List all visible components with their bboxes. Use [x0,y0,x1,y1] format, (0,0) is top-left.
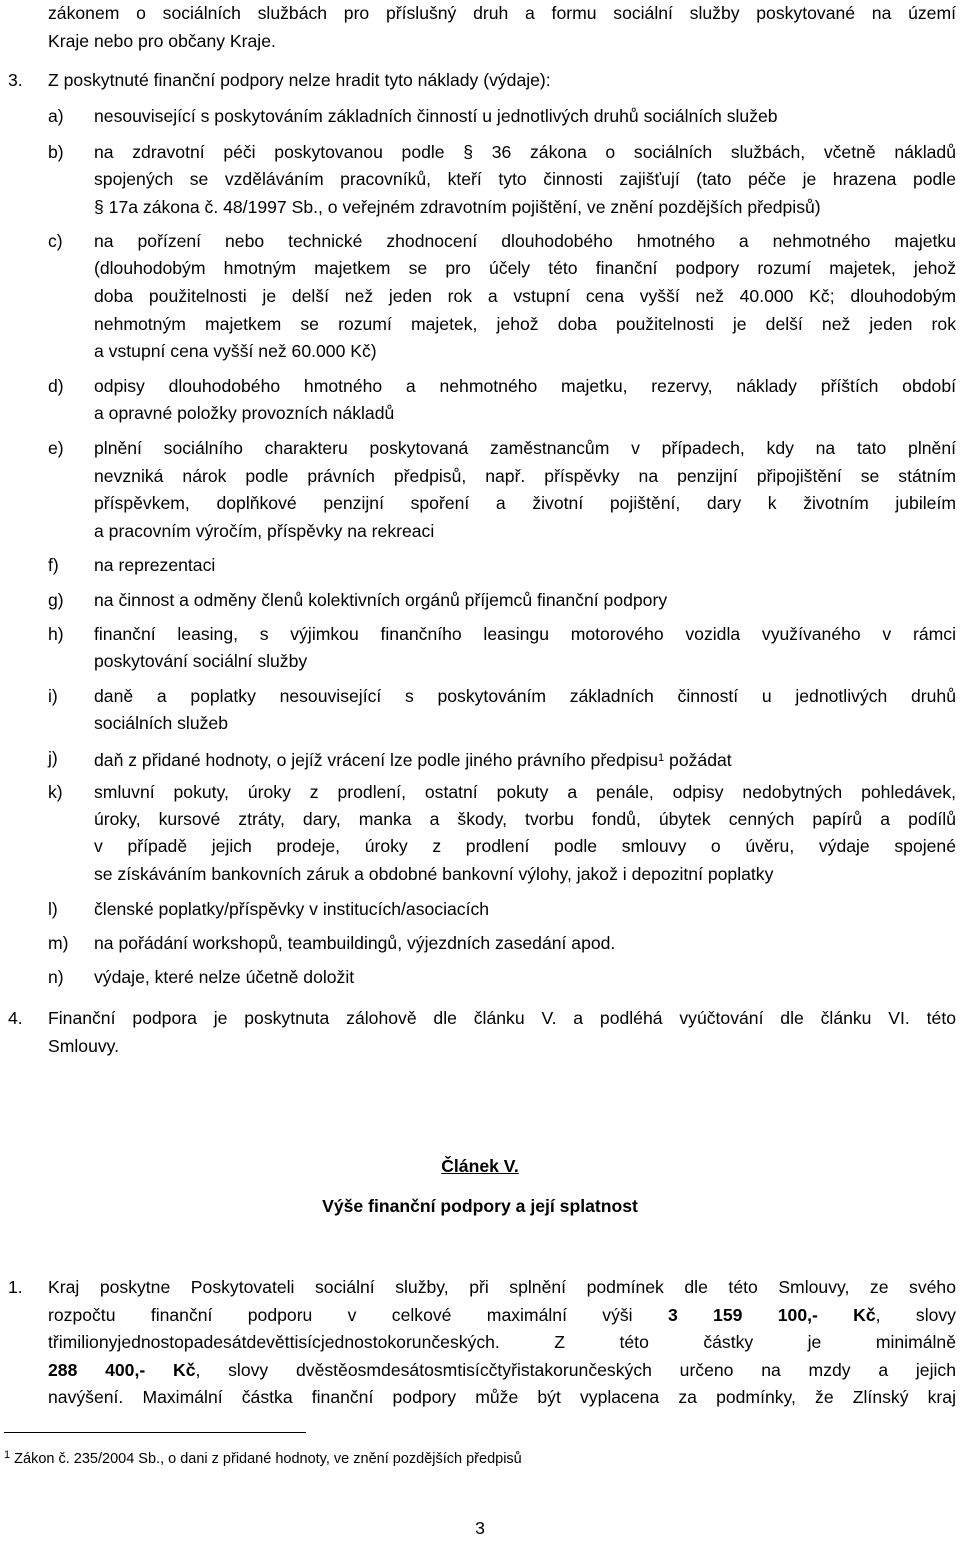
paragraph-line: navýšení. Maximální částka finanční podpory může být vyplacena za podmínky, že Zlínský kraj [48,1387,956,1407]
subitem-line: a opravné položky provozních nákladů [94,403,395,423]
subitem-label: j) [48,748,58,768]
article-title: Výše finanční podpory a její splatnost [322,1196,638,1216]
footnote [4,1441,704,1469]
subitem-line: a pracovním výročím, příspěvky na rekreaci [94,521,435,541]
footnote-separator [4,1432,306,1433]
item-number: 3. [8,70,23,90]
subitem-label: n) [48,967,64,987]
subitem-line: finanční leasing, s výjimkou finančního leasingu motorového vozidla využívaného v rámci [94,624,956,644]
subitem-line [94,744,956,772]
subitem-line: sociálních služeb [94,713,228,733]
subitem-line: členské poplatky/příspěvky v institucích/asociacích [94,899,490,919]
subitem-line: daně a poplatky nesouvisející s poskytováním základních činností u jednotlivých druhů [94,686,956,706]
subitem-line: nehmotným majetkem se rozumí majetek, jehož doba použitelnosti je delší než jeden rok [94,314,956,334]
subitem-line: výdaje, které nelze účetně doložit [94,967,355,987]
subitem-line: na činnost a odměny členů kolektivních orgánů příjemců finanční podpory [94,590,668,610]
intro-line: zákonem o sociálních službách pro příslušný druh a formu sociální služby poskytované na území [48,3,956,23]
subitem-line: plnění sociálního charakteru poskytovaná zaměstnancům v případech, kdy na tato plnění [94,438,956,458]
page-number: 3 [475,1518,485,1538]
subitem-line: (dlouhodobým hmotným majetkem se pro účely této finanční podpory rozumí majetek, jehož [94,258,956,278]
subitem-label: i) [48,686,58,706]
subitem-line: smluvní pokuty, úroky z prodlení, ostatní pokuty a penále, odpisy nedobytných pohledávek, [94,782,956,802]
paragraph-line: třimilionyjednostopadesátdevěttisícjednostokorunčeských. Z této částky je minimálně [48,1332,956,1352]
subitem-label: m) [48,933,69,953]
paragraph-number: 1. [8,1277,23,1297]
item-number: 4. [8,1008,23,1028]
item-text: Z poskytnuté finanční podpory nelze hradit tyto náklady (výdaje): [48,70,551,90]
subitem-line: odpisy dlouhodobého hmotného a nehmotného majetku, rezervy, náklady příštích období [94,376,956,396]
subitem-label: c) [48,231,63,251]
footnote-text: Zákon č. 235/2004 Sb., o dani z přidané hodnoty, ve znění pozdějších předpisů [14,1451,522,1467]
subitem-line: spojených se vzděláváním pracovníků, kteří tyto činnosti zajišťují (tato péče je hrazena podle [94,169,956,189]
item-text: Smlouvy. [48,1036,120,1056]
subitem-line: úroky, kursové ztráty, dary, manka a škody, tvorbu fondů, úbytek cenných papírů a podílů [94,809,956,829]
amount-total: 3 159 100,- Kč [667,1305,876,1325]
subitem-line: na pořízení nebo technické zhodnocení dlouhodobého hmotného a nehmotného majetku [94,231,956,251]
subitem-line: se získáváním bankovních záruk a obdobné bankovní výlohy, jakož i depozitní poplatky [94,864,774,884]
subitem-line: poskytování sociální služby [94,651,308,671]
subitem-line: nevzniká nárok podle právních předpisů, např. příspěvky na penzijní připojištění se státním [94,466,956,486]
paragraph-line: Kraj poskytne Poskytovateli sociální služby, při splnění podmínek dle této Smlouvy, ze svého [48,1277,956,1297]
subitem-label: k) [48,782,63,802]
subitem-label: h) [48,624,64,644]
paragraph-text: rozpočtu finanční podporu v celkové maximální výši [48,1305,668,1325]
item-text: Finanční podpora je poskytnuta zálohově dle článku V. a podléhá vyúčtování dle článku VI. této [48,1008,956,1028]
intro-line: Kraje nebo pro občany Kraje. [48,31,276,51]
subitem-label: a) [48,106,64,126]
subitem-label: g) [48,590,64,610]
subitem-line: nesouvisející s poskytováním základních činností u jednotlivých druhů sociálních služeb [94,106,778,126]
subitem-text: požádat [664,750,732,770]
subitem-label: e) [48,438,64,458]
subitem-line: příspěvkem, doplňkové penzijní spoření a životní pojištění, dary k životním jubileím [94,493,956,513]
subitem-text: daň z přidané hodnoty, o jejíž vrácení lze podle jiného právního předpisu [94,750,659,770]
paragraph-text: , slovy dvěstěosmdesátosmtisícčtyřistakorunčeských určeno na mzdy a jejich [195,1360,956,1380]
subitem-line: na zdravotní péči poskytovanou podle § 36 zákona o sociálních službách, včetně nákladů [94,142,956,162]
footnote-mark: 1 [4,1449,11,1461]
subitem-label: f) [48,555,59,575]
subitem-line: na reprezentaci [94,555,216,575]
subitem-label: d) [48,376,64,396]
subitem-line: § 17a zákona č. 48/1997 Sb., o veřejném zdravotním pojištění, ve znění pozdějších předpisů) [94,197,821,217]
paragraph-text: , slovy [875,1305,956,1325]
paragraph-line [48,1356,956,1384]
subitem-line: doba použitelnosti je delší než jeden rok a vstupní cena vyšší než 40.000 Kč; dlouhodobým [94,286,956,306]
subitem-label: l) [48,899,58,919]
subitem-label: b) [48,142,64,162]
amount-minimum: 288 400,- Kč [48,1360,196,1380]
subitem-line: na pořádání workshopů, teambuildingů, výjezdních zasedání apod. [94,933,616,953]
paragraph-line [48,1301,956,1329]
subitem-line: a vstupní cena vyšší než 60.000 Kč) [94,341,377,361]
footnote-ref: 1 [658,752,665,764]
article-number: Článek V. [441,1156,519,1176]
subitem-line: v případě jejich prodeje, úroky z prodlení podle smlouvy o úvěru, výdaje spojené [94,836,956,856]
